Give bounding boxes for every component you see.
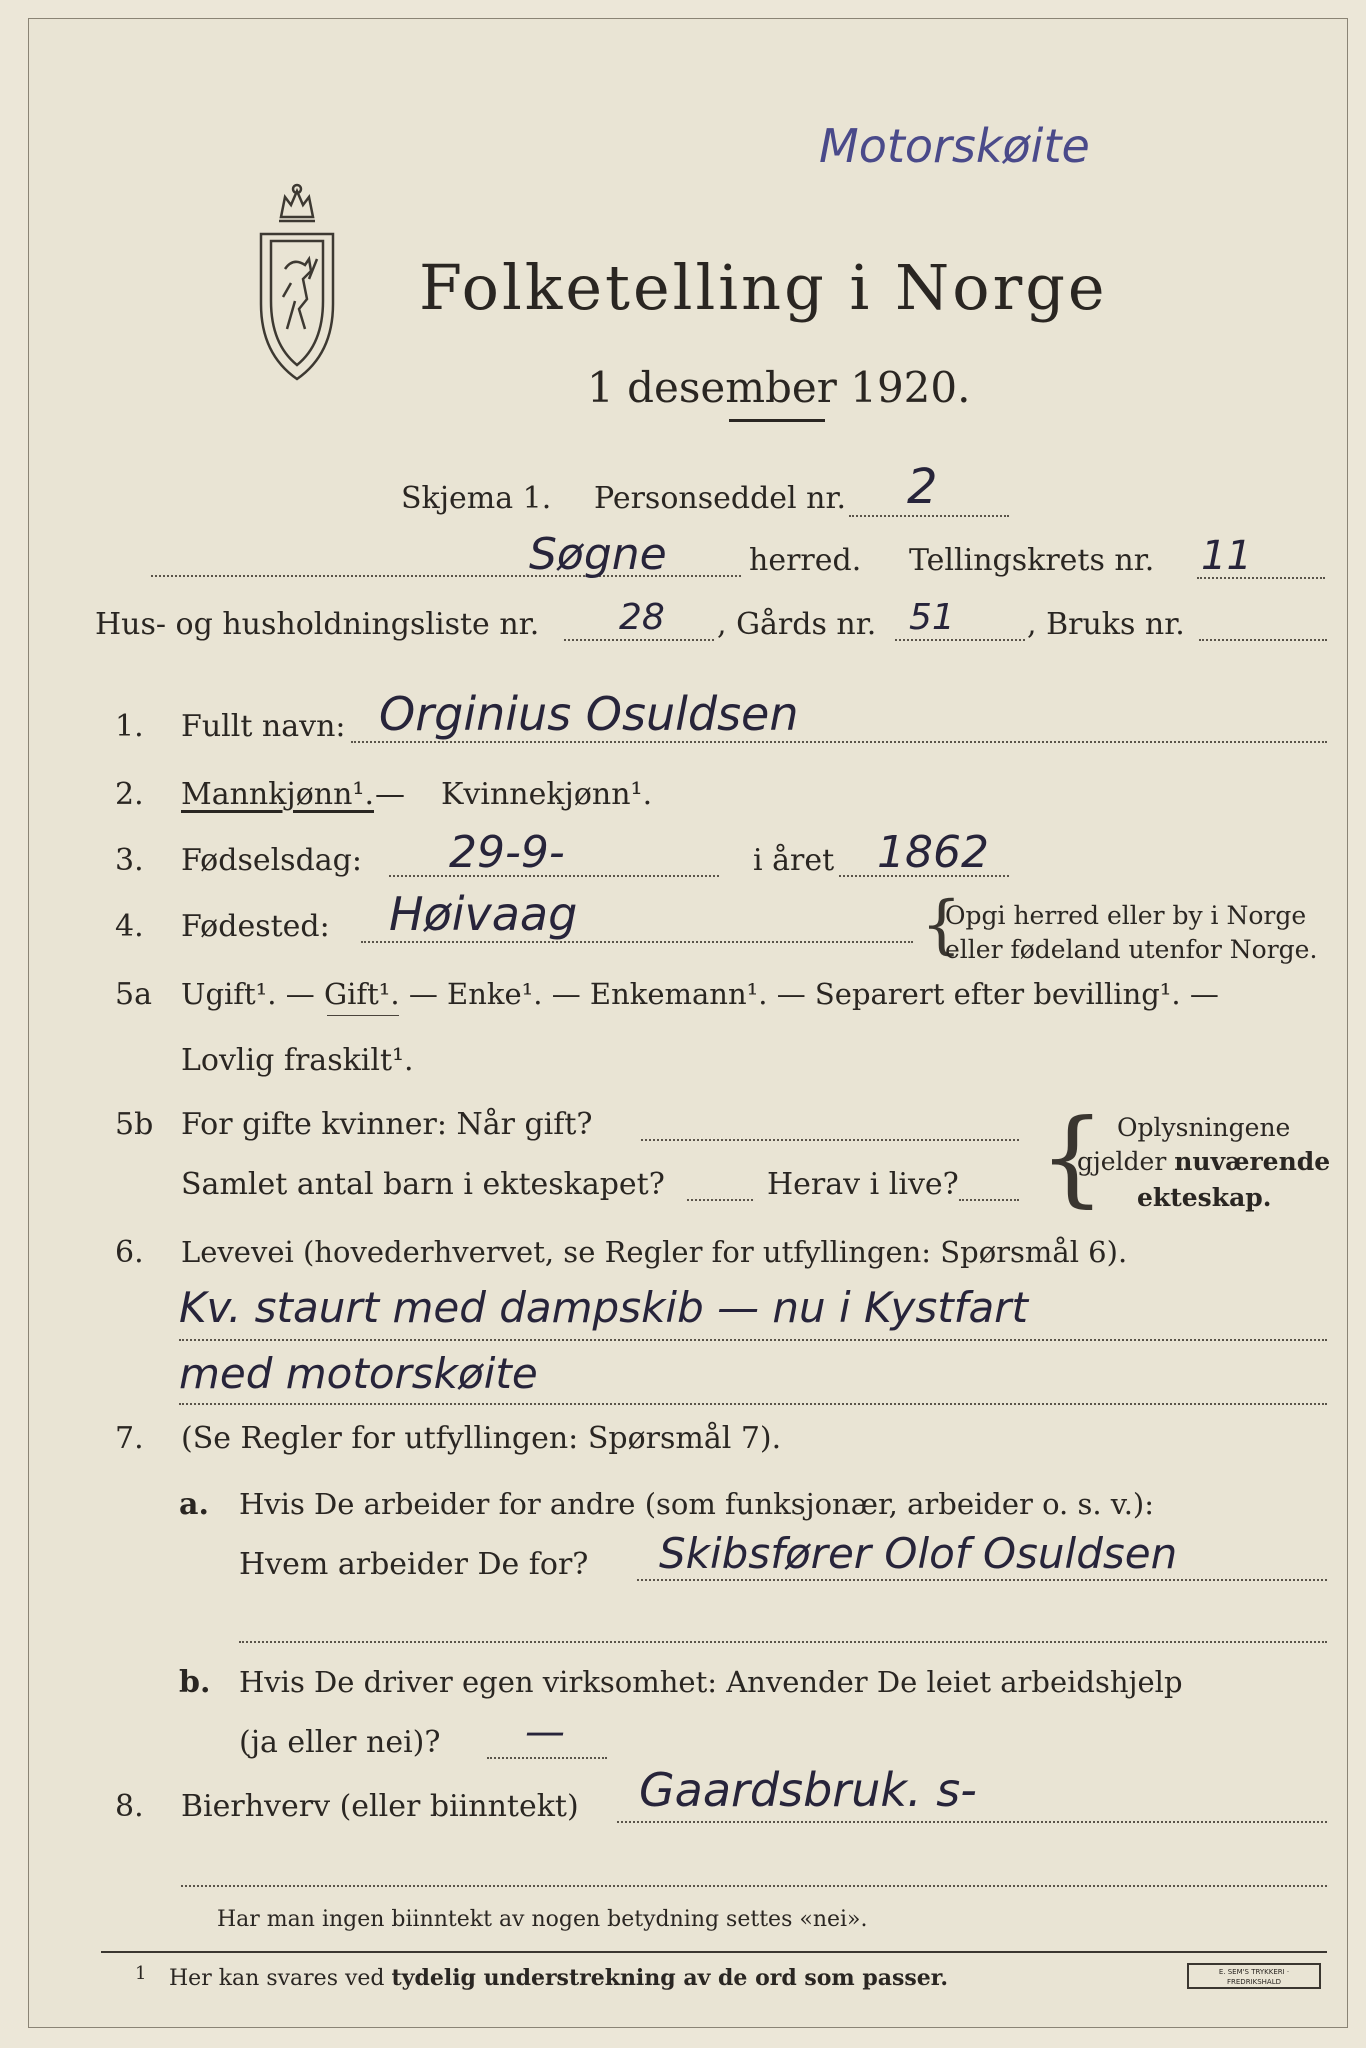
footnote-text xyxy=(169,1965,948,1991)
footnote-rule xyxy=(101,1951,1327,1953)
herred-value: Søgne xyxy=(529,529,667,580)
q7b-value: — xyxy=(525,1709,565,1755)
q4-brace: { xyxy=(921,888,962,962)
q4-line xyxy=(361,941,913,943)
q3-label: Fødselsdag: xyxy=(181,843,362,878)
q5b-label-1: For gifte kvinner: Når gift? xyxy=(181,1107,593,1142)
title-rule xyxy=(729,419,825,422)
gards-line xyxy=(895,639,1025,641)
q2-mannkjonn: Mannkjønn¹. xyxy=(181,777,374,812)
tellingskrets-value: 11 xyxy=(1201,533,1252,579)
q5b-note-2a: gjelder xyxy=(1077,1147,1175,1176)
hus-line xyxy=(564,639,714,641)
printer-stamp-text: E. SEM'S TRYKKERI · FREDRIKSHALD xyxy=(1218,1968,1290,1986)
q8-number: 8. xyxy=(115,1789,144,1824)
q7a-line-extra xyxy=(239,1641,1327,1643)
q5b-line-2 xyxy=(687,1199,753,1201)
q1-line xyxy=(351,741,1327,743)
q6-value-1: Kv. staurt med dampskib — nu i Kystfart xyxy=(179,1283,1028,1332)
bruks-line xyxy=(1199,639,1327,641)
q4-value: Høivaag xyxy=(389,887,578,941)
q7a-line-2: Hvem arbeider De for? xyxy=(239,1547,589,1582)
q8-label: Bierhverv (eller biinntekt) xyxy=(181,1789,579,1824)
q8-line-extra xyxy=(181,1885,1327,1887)
q2-number: 2. xyxy=(115,777,144,812)
q6-number: 6. xyxy=(115,1235,144,1270)
q5b-note-3: ekteskap. xyxy=(1137,1183,1272,1212)
bruks-label: , Bruks nr. xyxy=(1027,607,1185,642)
q7b-line-1: Hvis De driver egen virksomhet: Anvender De leiet arbeidshjelp xyxy=(239,1665,1183,1699)
coat-of-arms-icon xyxy=(251,179,343,389)
q4-label: Fødested: xyxy=(181,909,330,944)
q3-year-label: i året xyxy=(753,843,835,878)
q5b-line-1 xyxy=(641,1139,1019,1141)
gards-value: 51 xyxy=(909,597,955,638)
q4-number: 4. xyxy=(115,909,144,944)
q7a-line-1: Hvis De arbeider for andre (som funksjonær, arbeider o. s. v.): xyxy=(239,1487,1155,1521)
hus-label: Hus- og husholdningsliste nr. xyxy=(95,607,540,642)
note-nei: Har man ingen biinntekt av nogen betydning settes «nei». xyxy=(217,1907,868,1932)
q3-year-value: 1862 xyxy=(877,827,989,878)
q7b-line-2: (ja eller nei)? xyxy=(239,1725,441,1760)
q1-label: Fullt navn: xyxy=(181,709,346,744)
q3-number: 3. xyxy=(115,843,144,878)
q5a-number: 5a xyxy=(115,977,152,1012)
q5b-note-2 xyxy=(1077,1147,1330,1176)
q5a-line-2: Lovlig fraskilt¹. xyxy=(181,1043,414,1078)
q5b-number: 5b xyxy=(115,1107,154,1142)
q5b-note-2b: nuværende xyxy=(1174,1147,1331,1176)
q7b-line xyxy=(487,1757,607,1759)
census-form xyxy=(28,18,1348,2028)
footnote-text-b: tydelig understrekning av de ord som passer. xyxy=(391,1965,949,1991)
q1-value: Orginius Osuldsen xyxy=(379,687,799,741)
personseddel-label: Personseddel nr. xyxy=(594,481,847,516)
personseddel-line xyxy=(849,515,1009,517)
printer-stamp xyxy=(1187,1963,1321,1989)
q6-label: Levevei (hovederhvervet, se Regler for utfyllingen: Spørsmål 6). xyxy=(181,1235,1128,1269)
q2-kvinnekjonn: Kvinnekjønn¹. xyxy=(441,777,653,812)
q5b-brace: { xyxy=(1039,1096,1106,1218)
form-title: Folketelling i Norge xyxy=(419,251,1108,324)
gards-label: , Gårds nr. xyxy=(717,607,877,642)
q4-note-2: eller fødeland utenfor Norge. xyxy=(945,935,1318,964)
footnote-mark: 1 xyxy=(135,1963,147,1984)
q7-label: (Se Regler for utfyllingen: Spørsmål 7). xyxy=(181,1421,782,1456)
top-handwriting: Motorskøite xyxy=(819,119,1090,173)
tellingskrets-label: Tellingskrets nr. xyxy=(909,543,1155,578)
q8-line xyxy=(617,1821,1327,1823)
q7a-value: Skibsfører Olof Osuldsen xyxy=(659,1529,1178,1578)
q7-number: 7. xyxy=(115,1421,144,1456)
q2-separator: — xyxy=(375,777,405,812)
q7a-letter: a. xyxy=(179,1487,209,1522)
q5b-label-3: Herav i live? xyxy=(767,1167,959,1202)
q7b-letter: b. xyxy=(179,1665,211,1700)
skjema-label: Skjema 1. xyxy=(401,481,552,516)
q5a-gift-underline xyxy=(327,1015,399,1016)
hus-value: 28 xyxy=(619,597,665,638)
q8-value: Gaardsbruk. s- xyxy=(639,1763,977,1817)
q6-line-1 xyxy=(179,1339,1327,1341)
q5b-line-3 xyxy=(959,1199,1019,1201)
q5a-line-1: Ugift¹. — Gift¹. — Enke¹. — Enkemann¹. — Separert efter bevilling¹. — xyxy=(181,977,1219,1011)
q6-line-2 xyxy=(179,1403,1327,1405)
q5b-note-1: Oplysningene xyxy=(1117,1113,1291,1142)
q1-number: 1. xyxy=(115,709,144,744)
q4-note-1: Opgi herred eller by i Norge xyxy=(945,901,1307,930)
herred-label: herred. xyxy=(749,543,862,578)
q7a-line xyxy=(637,1579,1327,1581)
footnote-text-a: Her kan svares ved xyxy=(169,1966,392,1991)
q5b-label-2: Samlet antal barn i ekteskapet? xyxy=(181,1167,665,1202)
personseddel-value: 2 xyxy=(907,459,938,515)
q3-value: 29-9- xyxy=(449,827,565,878)
form-date: 1 desember 1920. xyxy=(587,363,971,412)
q6-value-2: med motorskøite xyxy=(179,1349,538,1398)
